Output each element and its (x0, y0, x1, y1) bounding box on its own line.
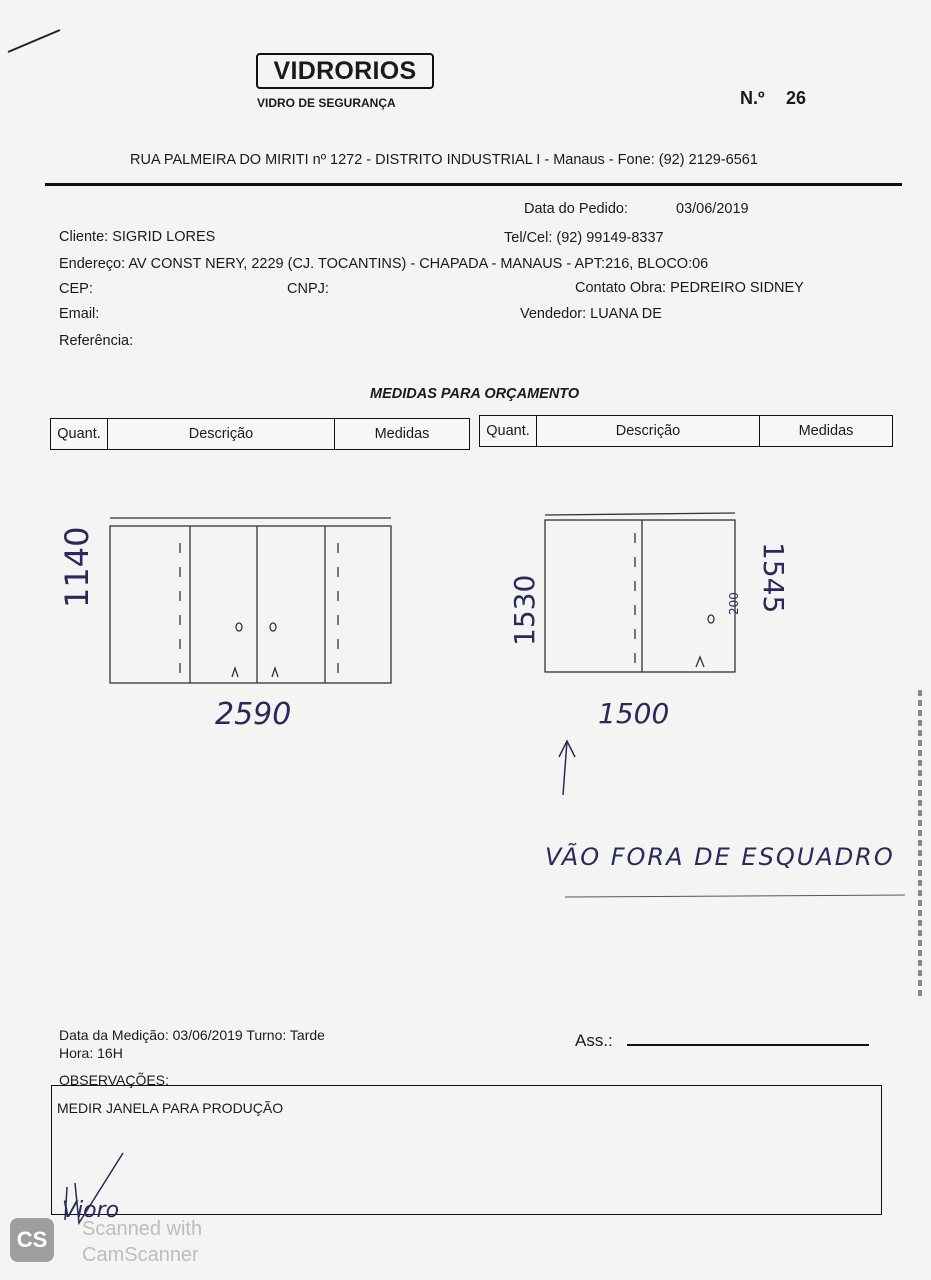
sketch-right (535, 505, 745, 690)
signature-label: Ass.: (575, 1031, 613, 1050)
col-medidas: Medidas (798, 423, 854, 439)
note-underline (565, 895, 905, 897)
company-tagline: VIDRO DE SEGURANÇA (257, 96, 396, 110)
email-field: Email: (59, 306, 100, 322)
col-medidas: Medidas (374, 426, 430, 442)
left-height-dim: 1140 (58, 526, 96, 608)
right-height-dim-left: 1530 (508, 574, 541, 646)
col-quant: Quant. (51, 419, 108, 449)
roller-mark (232, 668, 238, 677)
measure-hour: Hora: 16H (59, 1045, 123, 1061)
handle-mark (708, 615, 714, 623)
observations-text: MEDIR JANELA PARA PRODUÇÃO (57, 1100, 284, 1116)
signature-text: Vioro (62, 1198, 120, 1223)
order-date: 03/06/2019 (676, 201, 749, 217)
up-arrow-icon (559, 741, 575, 795)
left-width-dim: 2590 (215, 697, 292, 732)
measure-date: Data da Medição: 03/06/2019 Turno: Tarde (59, 1027, 325, 1043)
order-date-label: Data do Pedido: (524, 201, 628, 217)
watermark-line1: Scanned with (82, 1218, 203, 1240)
frame-top-rail (545, 513, 735, 515)
reference-field: Referência: (59, 333, 134, 349)
roller-mark (272, 668, 278, 677)
signature-line (627, 1044, 869, 1046)
roller-mark (696, 657, 704, 667)
measures-table-right (479, 415, 893, 447)
handle-mark (236, 623, 242, 631)
client-field: Cliente: SIGRID LORES (59, 229, 216, 245)
header-divider (45, 183, 902, 186)
company-logo: VIDRORIOS (256, 53, 434, 89)
handle-mark (270, 623, 276, 631)
right-width-dim: 1500 (598, 697, 670, 730)
measures-title: MEDIDAS PARA ORÇAMENTO (370, 386, 580, 402)
phone-field: Tel/Cel: (92) 99149-8337 (504, 230, 664, 246)
col-descricao: Descrição (537, 416, 760, 446)
cep-field: CEP: (59, 281, 93, 297)
seller-field: Vendedor: LUANA DE (520, 306, 662, 322)
company-address: RUA PALMEIRA DO MIRITI nº 1272 - DISTRITO INDUSTRIAL I - Manaus - Fone: (92) 2129-6561 (130, 152, 758, 168)
observations-label: OBSERVAÇÕES: (59, 1072, 169, 1088)
col-quant: Quant. (480, 416, 537, 446)
cnpj-field: CNPJ: (287, 281, 329, 297)
pen-stroke (8, 30, 60, 52)
contact-field: Contato Obra: PEDREIRO SIDNEY (575, 280, 804, 296)
note-arrow (535, 735, 915, 910)
col-descricao: Descrição (108, 419, 335, 449)
address-field: Endereço: AV CONST NERY, 2229 (CJ. TOCANTINS) - CHAPADA - MANAUS - APT:216, BLOCO:06 (59, 256, 709, 272)
measures-table-left (50, 418, 470, 450)
window-frame (110, 526, 391, 683)
order-number-label: N.º (740, 88, 765, 108)
right-height-dim-right: 1545 (757, 542, 790, 614)
watermark-line2: CamScanner (82, 1244, 199, 1266)
handwritten-note: VÃO FORA DE ESQUADRO (545, 843, 895, 871)
order-number: 26 (786, 88, 807, 108)
right-inner-dim: 200 (727, 592, 741, 615)
camscanner-logo: CS (10, 1218, 54, 1262)
window-frame (545, 520, 735, 672)
